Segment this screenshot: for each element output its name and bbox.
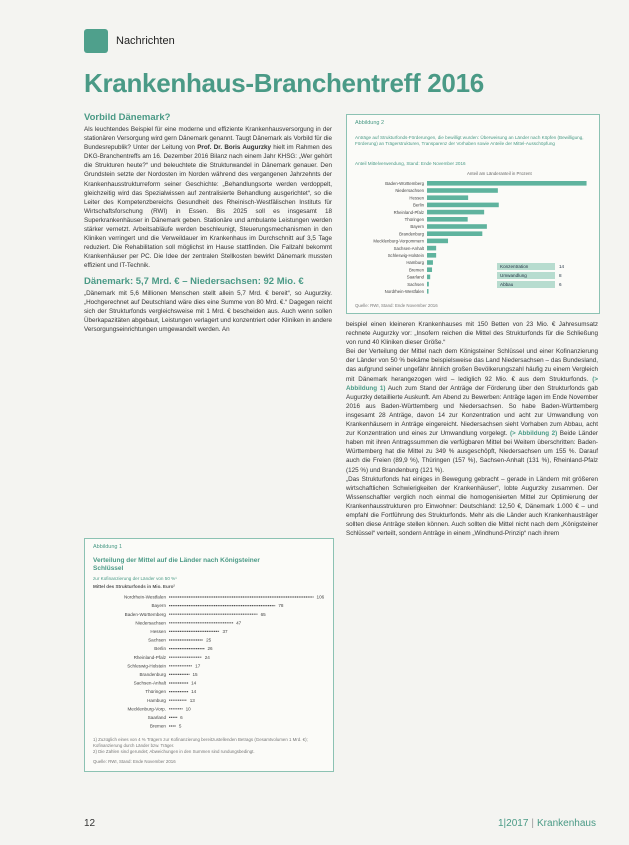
right-column <box>346 320 598 538</box>
figure-1 <box>84 538 334 772</box>
figure-1-note-2: 2) Die Zahlen sind gerundet; Abweichungen in den Summen sind rundungsbedingt. <box>93 749 255 754</box>
figure-2-label: Abbildung 2 <box>355 120 385 126</box>
footer-brand-name: Krankenhaus <box>537 818 596 829</box>
bar-mark <box>427 289 429 294</box>
value-label: 10 <box>185 706 191 712</box>
section-tag <box>84 29 175 53</box>
figure-1-source: Quelle: RWI, Stand: Ende November 2016 <box>93 759 176 764</box>
category-label: Rheinland-Pfalz <box>133 654 166 660</box>
legend-value: 8 <box>559 273 562 278</box>
figure-1-axis-title: Mittel des Strukturfonds in Mio. Euro² <box>93 584 175 589</box>
footer-separator: | <box>531 818 535 829</box>
category-label: Sachsen <box>407 281 424 287</box>
category-label: Niedersachsen <box>395 188 424 194</box>
category-label: Hessen <box>409 195 424 201</box>
bar-mark <box>427 275 430 280</box>
category-label: Mecklenburg-Vorpommern <box>373 238 424 244</box>
axis-title: Anteil am Länderanteil in Prozent <box>467 171 532 176</box>
category-label: Berlin <box>413 202 424 208</box>
left-column <box>84 112 332 334</box>
category-label: Baden-Württemberg <box>124 611 166 617</box>
category-label: Sachsen <box>148 637 166 643</box>
category-label: Saarland <box>147 715 166 720</box>
paragraph-text: Auch zum Stand der Anträge der Förderung über den Strukturfonds gab Augurzky detaillierte Auskunft. Am Abend zu Bewerben: Anträge lagen im Ende November 2016 aus Baden-Württemberg und Niedersachsen. So habe Baden-Württemberg insgesamt 28 Anträge, davon 14 zur Konzentration und acht zur Umwandlung von Krankenhäusern in Anträge eingereicht. Niedersachsen sieht Vorhaben zum Abbau, acht zur Konzentration und eines zur Umwandlung vorgelegt. <box>346 384 598 438</box>
value-label: 6 <box>180 715 183 720</box>
section-tag-square <box>84 29 108 53</box>
value-label: 14 <box>191 680 197 686</box>
bar-mark <box>427 231 482 236</box>
category-label: Schleswig-Holstein <box>387 253 424 258</box>
figure-2-source: Quelle: RWI, Stand: Ende November 2016 <box>355 303 438 308</box>
paragraph-text: hielt im Rahmen des DKG-Branchentreffs am 16. Dezember 2016 Bilanz nach einem Jahr KHSG: „Wer gehört die Strukturen heute?“ und beleuchtete die Strukturwandel in Dänemark genauer. Den Grundstein setzte der Nordosten im Norden während des vergangenen Jahrzehnts der Krankenhausstrukturreform seiner Geschichte: „Behandlungsorte werden verdoppelt, gleichzeitig wird das Spezialwissen auf zentralisierte Behandlung ausgerichtet“, so die Leiter des Kompetenzbereichs Gesundheit des Rheinisch-Westfälischen Instituts für Wirtschaftsforschung (RWI) in Essen. Bis 2025 soll es insgesamt 18 Superkrankenhäuser in Dänemark geben. Stationäre und ambulante Leistungen werden stärker vernetzt. Arbeitsabläufe werden beschleunigt, Steuerungsmechanismen in den Kliniken verringert und die Verweildauer im Krankenhaus im Durchschnitt auf 3,5 Tage reduziert. Die Rehabilitation soll möglichst im Hause stattfinden. Die Fallzahl bekommt Krankenhäuser per PC. Die Idee der zentralen Stellkosten bewirkt Dänemark mussten effizient und IT-Technik. <box>84 144 333 270</box>
footer-issue: 1|2017 <box>498 818 529 829</box>
article-title: Krankenhaus-Branchentreff 2016 <box>84 68 484 98</box>
value-label: 106 <box>316 594 325 600</box>
figure-2 <box>346 114 600 314</box>
category-label: Niedersachsen <box>135 620 166 626</box>
figure-1-label: Abbildung 1 <box>93 544 123 550</box>
category-label: Hessen <box>150 629 166 634</box>
category-label: Hamburg <box>406 260 424 266</box>
value-label: 78 <box>278 603 284 609</box>
figure-2-chart <box>347 171 599 311</box>
footer-brand <box>498 818 596 829</box>
section-tag-label: Nachrichten <box>116 35 175 47</box>
category-label: Thüringen <box>404 217 424 222</box>
category-label: Mecklenburg-Vorp. <box>127 706 166 712</box>
figure-2-description: Anträge auf Strukturfonds-Förderungen, die bewilligt wurden: Überweisung an Länder nach Köpfen (Bewilligung, Förderung) an Trägerstrukturen, Transparenz der Vorhaben sowie Anteile der Mittel-Ausschöpfung <box>355 135 584 146</box>
bar-mark <box>427 217 468 222</box>
value-label: 13 <box>189 697 195 703</box>
value-label: 15 <box>192 672 198 677</box>
category-label: Brandenburg <box>399 231 424 237</box>
category-label: Hamburg <box>147 697 166 703</box>
category-label: Schleswig-Holstein <box>127 663 166 669</box>
bar-mark <box>427 210 484 215</box>
category-label: Brandenburg <box>139 672 166 677</box>
legend-label: Umwandlung <box>500 273 527 278</box>
paragraph-right-1: beispiel einen kleineren Krankenhauses mit 150 Betten von 23 Mio. € Jahresumsatz rechnete Augurzky vor: „Insofern reichen die Mittel des Strukturfonds für die Schließung von rund 40 Kliniken dieser Größe.“ <box>346 321 598 347</box>
heading-vorbild: Vorbild Dänemark? <box>84 112 171 123</box>
value-label: 47 <box>236 620 242 626</box>
category-label: Sachsen-Anhalt <box>133 680 166 686</box>
bar-mark <box>427 181 587 186</box>
category-label: Nordrhein-Westfalen <box>384 289 424 294</box>
bar-mark <box>427 267 432 272</box>
value-label: 14 <box>191 689 197 695</box>
value-label: 5 <box>178 723 182 729</box>
bar-mark <box>427 224 487 229</box>
figure-reference: (> Abbildung 1) <box>346 375 598 392</box>
category-label: Saarland <box>406 274 424 280</box>
value-label: 26 <box>207 646 213 652</box>
legend-label: Abbau <box>500 282 514 287</box>
bar-mark <box>427 239 448 244</box>
value-label: 24 <box>204 654 210 660</box>
figure-1-note-1: 1) Zuzüglich eines von 4 % Trägern zur Kofinanzierung bereitzustellenden Betrags (Gesamtvolumen 1 Mrd. €); Kofinanzierung durch Länder bzw. Träger. <box>93 737 308 748</box>
figure-reference: (> Abbildung 2) <box>509 430 558 438</box>
figure-1-title: Verteilung der Mittel auf die Länder nach Königsteiner Schlüssel <box>93 557 260 572</box>
figure-2-subtitle: Anteil Mittelverwendung, Stand: Ende November 2016 <box>355 161 466 166</box>
category-label: Rheinland-Pfalz <box>393 209 424 215</box>
category-label: Thüringen <box>145 689 166 695</box>
legend-value: 14 <box>559 264 565 269</box>
value-label: 65 <box>260 611 266 617</box>
value-label: 17 <box>195 663 201 669</box>
category-label: Bayern <box>151 603 166 609</box>
legend-value: 6 <box>559 282 562 287</box>
bar-mark <box>427 203 499 208</box>
category-label: Bayern <box>410 224 424 230</box>
paragraph-text: Bei der Verteilung der Mittel nach dem Königsteiner Schlüssel und einer Kofinanzierung der Länder von 50 % bekäme beispielsweise das Land Niedersachsen – das Bundesland, das aufgrund seiner ungefähr ähnlich großen Bevölkerungszahl häufig zu einem Vergleich mit Dänemark herangezogen wird – lediglich 92 Mio. € aus dem Strukturfonds. <box>346 348 598 383</box>
paragraph-text: Beide Länder haben mit ihren Antragssummen die verfügbaren Mittel bei Weitem überschritten: Baden-Württemberg hat die Mittel zu 349 % ausgeschöpft, Niedersachsen um 155 %. Darauf auch die Freien (89,9 %), Thüringen (157 %), Sachsen-Anhalt (131 %), Rheinland-Pfalz (125 %) und Brandenburg (121 %). <box>346 430 598 474</box>
value-label: 25 <box>206 637 212 643</box>
heading-daenemark: Dänemark: 5,7 Mrd. € – Niedersachsen: 92 Mio. € <box>84 275 304 287</box>
bar-mark <box>427 253 436 258</box>
legend-label: Konzentration <box>500 264 529 269</box>
bar-mark <box>427 246 436 251</box>
value-label: 37 <box>222 629 228 634</box>
bar-mark <box>427 195 468 200</box>
category-label: Berlin <box>154 646 166 652</box>
category-label: Sachsen-Anhalt <box>393 245 424 251</box>
paragraph-left-1 <box>84 125 332 271</box>
category-label: Nordrhein-Westfalen <box>123 594 166 600</box>
bar-mark <box>427 260 433 265</box>
page-number: 12 <box>84 818 96 829</box>
speaker-name: Prof. Dr. Boris Augurzky <box>197 144 272 152</box>
paragraph-left-2: „Dänemark mit 5,6 Millionen Menschen stellt allein 5,7 Mrd. € bereit“, so Augurzky. „Hochgerechnet auf Deutschland wäre dies eine Summe von 80 Mrd. €.“ Dagegen reicht sich der Strukturfonds vergleichsweise mit 1 Mrd. € bescheiden aus. Auch wenn sollen Überkapazitäten abgebaut, Leistungen verlagert und konzentriert oder Kliniken in andere Versorgungseinrichtungen umgewandelt werden. An <box>84 289 332 333</box>
bar-mark <box>427 188 498 193</box>
paragraph-text: Als leuchtendes Beispiel für eine moderne und effiziente Krankenhausversorgung in der stationären Versorgung wird gern Dänemark genannt. Taugt Dänemark als Vorbild für die Bundesrepublik? Unter der Leitung von <box>84 126 332 152</box>
figure-1-subtitle: zur Kofinanzierung der Länder von 50 %¹ <box>93 576 177 581</box>
bar-mark <box>427 282 429 287</box>
paragraph-right-3: „Das Strukturfonds hat einiges in Bewegung gebracht – gerade in Ländern mit größeren wirtschaftlichen Schwierigkeiten der Krankenhäuser“, lobte Augurzky zusammen. Der Wissenschaftler verglich noch einmal die homogenisierten Mittel zur Optimierung der Krankenhausstrukturen pro Einwohner: Deutschland: 12,50 €, Dänemark 1.000 € – und empfahl die Fortführung des Strukturfonds. Mehr als die Länder auch Krankenhausträger sollten diese Anträge stellen können. Auch sollten die Mittel nicht nach dem „Königsteiner Schlüssel“ verteilt, sondern Anträge in einem „Windhund-Prinzip“ nach ihrem <box>346 475 598 538</box>
category-label: Baden-Württemberg <box>385 181 424 186</box>
category-label: Bremen <box>408 267 424 273</box>
paragraph-right-2 <box>346 347 598 474</box>
category-label: Bremen <box>149 723 166 729</box>
